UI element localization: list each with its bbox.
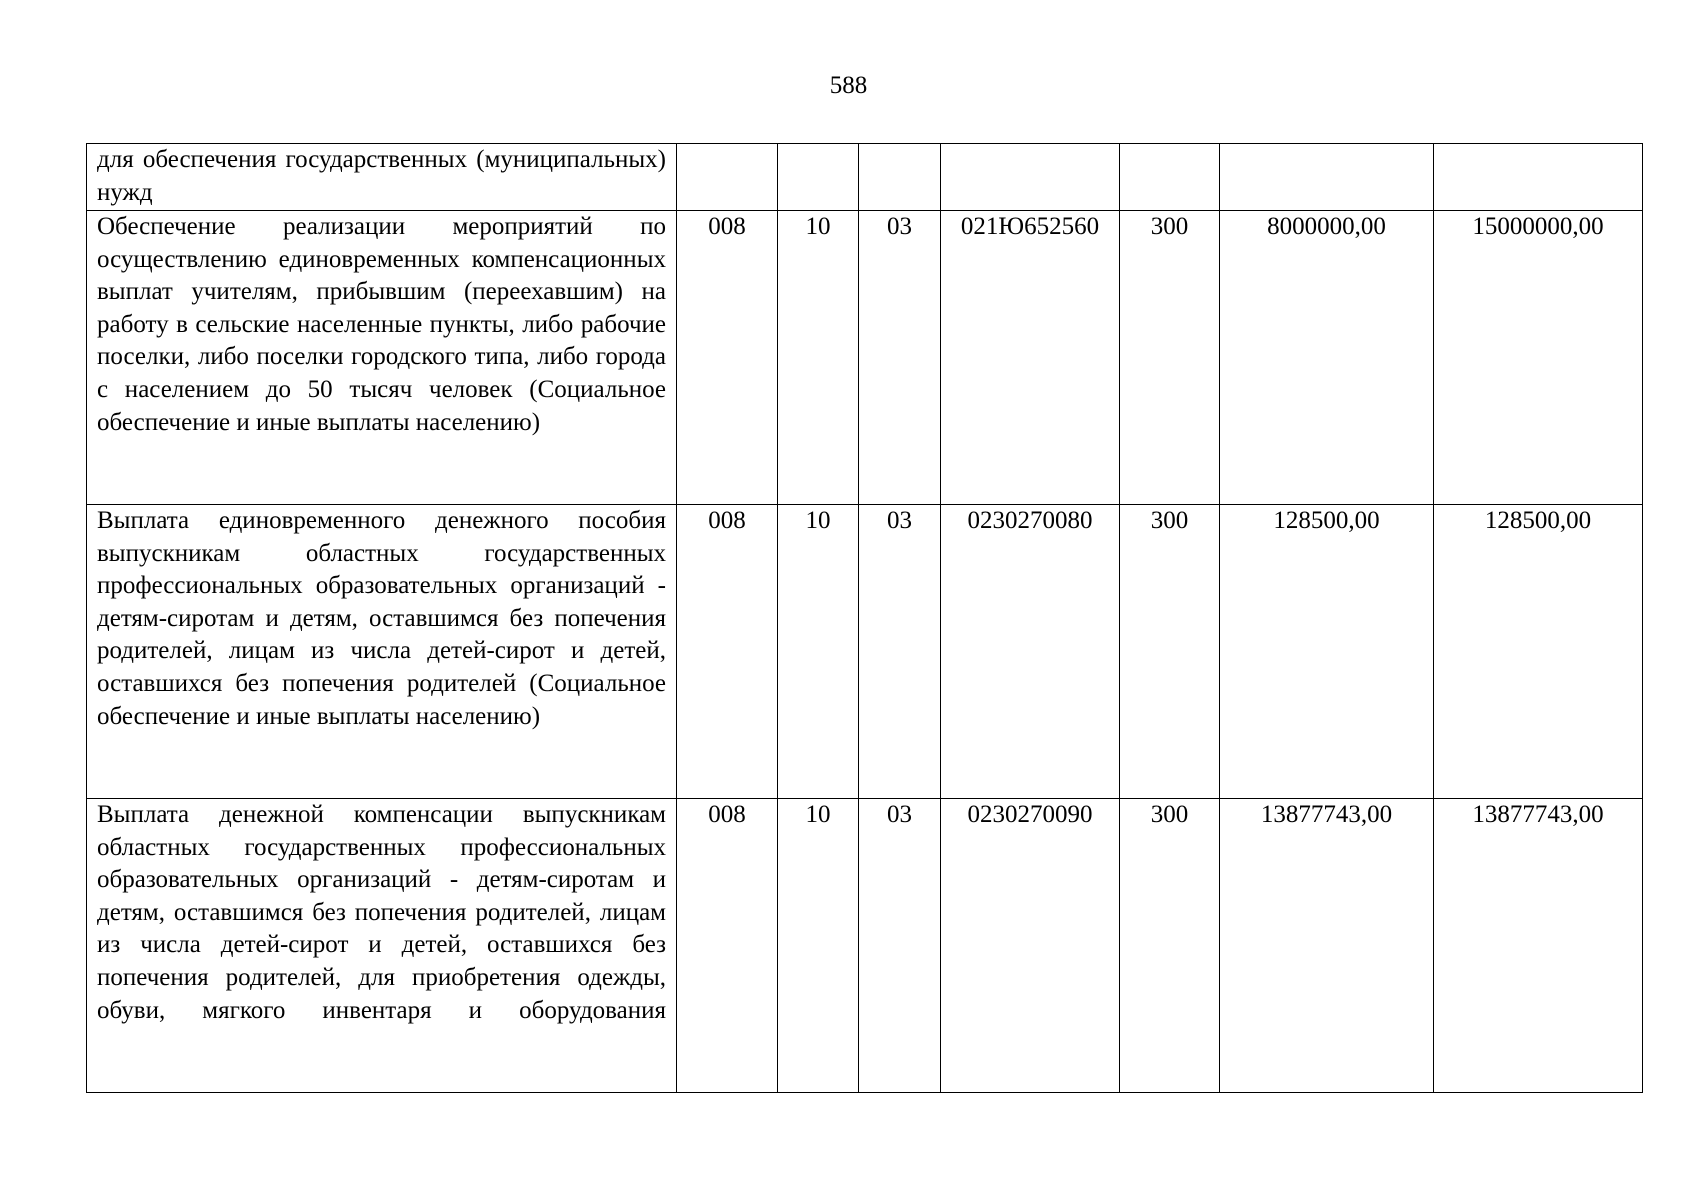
- expense-type-cell: [1120, 144, 1220, 211]
- subsection-cell: 03: [859, 211, 941, 505]
- target-article-cell: 021Ю652560: [941, 211, 1120, 505]
- amount-2-cell: 13877743,00: [1434, 799, 1643, 1093]
- expense-type-cell: 300: [1120, 799, 1220, 1093]
- subsection-cell: 03: [859, 799, 941, 1093]
- table-row: [87, 505, 1643, 799]
- description-cell: Выплата единовременного денежного пособия выпускникам областных государственных профессиональных образовательных организаций - детям-сиротам и детям, оставшимся без попечения родителей, лицам из числа детей-сирот и детей, оставшихся без попечения родителей (Социальное обеспечение и иные выплаты населению): [87, 505, 677, 799]
- section-cell: 10: [778, 799, 859, 1093]
- target-article-cell: 0230270090: [941, 799, 1120, 1093]
- expense-type-cell: 300: [1120, 211, 1220, 505]
- amount-2-cell: 15000000,00: [1434, 211, 1643, 505]
- target-article-cell: [941, 144, 1120, 211]
- ministry-code-cell: 008: [677, 505, 778, 799]
- target-article-cell: 0230270080: [941, 505, 1120, 799]
- expense-type-cell: 300: [1120, 505, 1220, 799]
- amount-2-cell: 128500,00: [1434, 505, 1643, 799]
- description-cell: Выплата денежной компенсации выпускникам областных государственных профессиональных образовательных организаций - детям-сиротам и детям, оставшимся без попечения родителей, лицам из числа детей-сирот и детей, оставшихся без попечения родителей, для приобретения одежды, обуви, мягкого инвентаря и оборудования: [87, 799, 677, 1093]
- budget-table: [86, 143, 1643, 1093]
- section-cell: [778, 144, 859, 211]
- description-cell: для обеспечения государственных (муниципальных) нужд: [87, 144, 677, 211]
- ministry-code-cell: 008: [677, 211, 778, 505]
- amount-1-cell: 13877743,00: [1220, 799, 1434, 1093]
- amount-2-cell: [1434, 144, 1643, 211]
- ministry-code-cell: 008: [677, 799, 778, 1093]
- page-number: 588: [829, 72, 868, 99]
- description-cell: Обеспечение реализации мероприятий по осуществлению единовременных компенсационных выплат учителям, прибывшим (переехавшим) на работу в сельские населенные пункты, либо рабочие поселки, либо поселки городского типа, либо города с населением до 50 тысяч человек (Социальное обеспечение и иные выплаты населению): [87, 211, 677, 505]
- section-cell: 10: [778, 211, 859, 505]
- amount-1-cell: [1220, 144, 1434, 211]
- ministry-code-cell: [677, 144, 778, 211]
- table-row: [87, 211, 1643, 505]
- section-cell: 10: [778, 505, 859, 799]
- subsection-cell: [859, 144, 941, 211]
- table-row: [87, 144, 1643, 211]
- subsection-cell: 03: [859, 505, 941, 799]
- amount-1-cell: 8000000,00: [1220, 211, 1434, 505]
- amount-1-cell: 128500,00: [1220, 505, 1434, 799]
- table-row: [87, 799, 1643, 1093]
